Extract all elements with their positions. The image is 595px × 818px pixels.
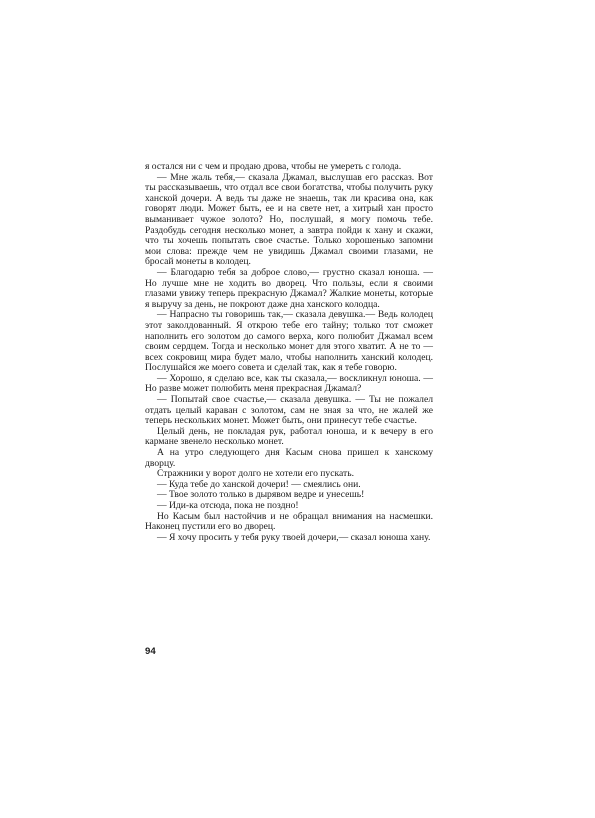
paragraph: Стражники у ворот долго не хотели его пускать. xyxy=(157,468,354,480)
paragraph: — Твое золото только в дырявом ведре и унесешь! xyxy=(157,489,365,501)
paragraph: — Благодарю тебя за доброе слово,— грустно сказал юноша. — Но лучше мне не ходить во дворец. Что пользы, если я своими глазами увижу теперь прекрасную Джамал? Жалкие монеты, которые я выручу за день, не покроют даже дна ханского колодца. xyxy=(145,266,433,310)
paragraph: — Хорошо, я сделаю все, как ты сказала,— воскликнул юноша. — Но разве может полюбить меня прекрасная Джамал? xyxy=(145,372,433,395)
page-number: 94 xyxy=(145,646,156,657)
paragraph: — Попытай свое счастье,— сказала девушка. — Ты не пожалел отдать целый караван с золотом, сам не зная за что, не жалей же теперь нескольких монет. Может быть, они принесут тебе счастье. xyxy=(145,394,433,427)
paragraph: Но Касым был настойчив и не обращал внимания на насмешки. Наконец пустили его во дворец. xyxy=(145,510,433,533)
paragraph: — Иди-ка отсюда, пока не поздно! xyxy=(157,500,299,511)
paragraph: — Напрасно ты говоришь так,— сказала девушка.— Ведь колодец этот заколдованный. Я открою тебе его тайну; только тот сможет наполнить его золотом до самого верха, кого полюбит Джамал всем своим сердцем. Тогда и несколько монет для этого хватит. А не то — всех сокровищ мира будет мало, чтобы наполнить ханский колодец. Послушайся же моего совета и сделай так, как я тебе говорю. xyxy=(145,309,433,374)
page-body-text xyxy=(145,162,433,543)
paragraph: — Куда тебе до ханской дочери! — смеялись они. xyxy=(157,478,361,490)
paragraph: я остался ни с чем и продаю дрова, чтобы не умереть с голода. xyxy=(145,161,402,172)
paragraph: — Мне жаль тебя,— сказала Джамал, выслушав его рассказ. Вот ты рассказываешь, что отдал все свои богатства, чтобы получить руку ханской дочери. А ведь ты даже не знаешь, так ли красива она, как говорят люди. Может быть, ее и на свете нет, а хитрый хан просто выманивает чужое золото? Но, послушай, я могу помочь тебе. Раздобудь сегодня несколько монет, а завтра пойди к хану и скажи, что ты хочешь попытать свое счастье. Только хорошенько запомни мои слова: прежде чем не увидишь Джамал своими глазами, не бросай монеты в колодец. xyxy=(145,171,433,268)
paragraph: А на утро следующего дня Касым снова пришел к ханскому дворцу. xyxy=(145,447,433,469)
paragraph: Целый день, не покладая рук, работал юноша, и к вечеру в его кармане звенело несколько монет. xyxy=(145,425,433,448)
paragraph: — Я хочу просить у тебя руку твоей дочери,— сказал юноша хану. xyxy=(157,531,431,543)
